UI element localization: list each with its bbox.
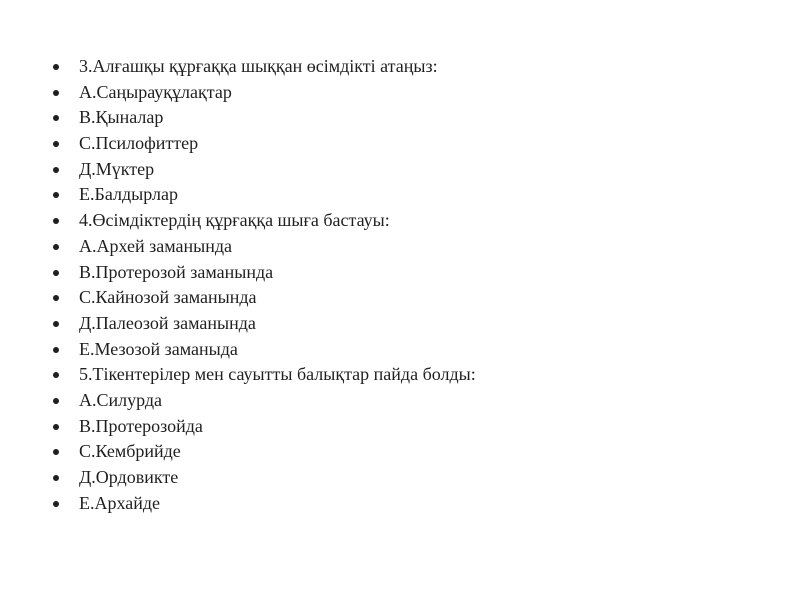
bullet-text: А.Архей заманында: [79, 235, 233, 256]
bullet-icon: [53, 64, 59, 70]
answer-option: [50, 439, 476, 465]
bullet-text: Д.Мүктер: [79, 158, 155, 179]
bullet-icon: [53, 192, 59, 198]
answer-option: [50, 465, 476, 491]
bullet-icon: [53, 244, 59, 250]
question-4-heading: [50, 208, 476, 234]
answer-option: [50, 234, 476, 260]
bullet-text: Е.Мезозой заманыда: [79, 338, 238, 359]
bullet-icon: [53, 115, 59, 121]
bullet-icon: [53, 475, 59, 481]
bullet-icon: [53, 424, 59, 430]
bullet-icon: [53, 449, 59, 455]
bullet-text: Д.Палеозой заманында: [79, 312, 256, 333]
question-3-heading: [50, 54, 476, 80]
answer-option: [50, 182, 476, 208]
bullet-text: А.Саңырауқұлақтар: [79, 81, 232, 102]
answer-option: [50, 105, 476, 131]
bullet-icon: [53, 90, 59, 96]
bullet-text: Е.Архайде: [79, 492, 161, 513]
bullet-text: С.Кембрийде: [79, 441, 181, 462]
bullet-text: 5.Тікентерілер мен сауытты балықтар пайда болды:: [79, 364, 476, 385]
answer-option: [50, 285, 476, 311]
answer-option: [50, 491, 476, 517]
bullet-icon: [53, 141, 59, 147]
bullet-text: 3.Алғашқы құрғаққа шыққан өсімдікті атаңыз:: [79, 56, 438, 76]
answer-option: [50, 337, 476, 363]
bullet-text: С.Кайнозой заманында: [79, 287, 257, 308]
bullet-icon: [53, 321, 59, 327]
bullet-icon: [53, 218, 59, 224]
bullet-icon: [53, 347, 59, 353]
bullet-text: Е.Балдырлар: [79, 184, 178, 205]
bullet-icon: [53, 295, 59, 301]
bullet-icon: [53, 398, 59, 404]
bullet-icon: [53, 501, 59, 507]
bullet-text: В.Қыналар: [79, 107, 164, 128]
answer-option: [50, 388, 476, 414]
bullet-text: 4.Өсімдіктердің құрғаққа шыға бастауы:: [79, 210, 390, 231]
answer-option: [50, 260, 476, 286]
bullet-text: А.Силурда: [79, 389, 163, 410]
question-5-heading: [50, 362, 476, 388]
bullet-text: С.Псилофиттер: [79, 133, 199, 154]
bullet-icon: [53, 167, 59, 173]
question-bullet-list: [50, 54, 476, 516]
bullet-icon: [53, 270, 59, 276]
bullet-text: В.Протерозой заманында: [79, 261, 274, 282]
bullet-text: В.Протерозойда: [79, 415, 203, 436]
answer-option: [50, 80, 476, 106]
bullet-text: Д.Ордовикте: [79, 467, 179, 487]
answer-option: [50, 157, 476, 183]
bullet-icon: [53, 372, 59, 378]
answer-option: [50, 311, 476, 337]
answer-option: [50, 414, 476, 440]
answer-option: [50, 131, 476, 157]
